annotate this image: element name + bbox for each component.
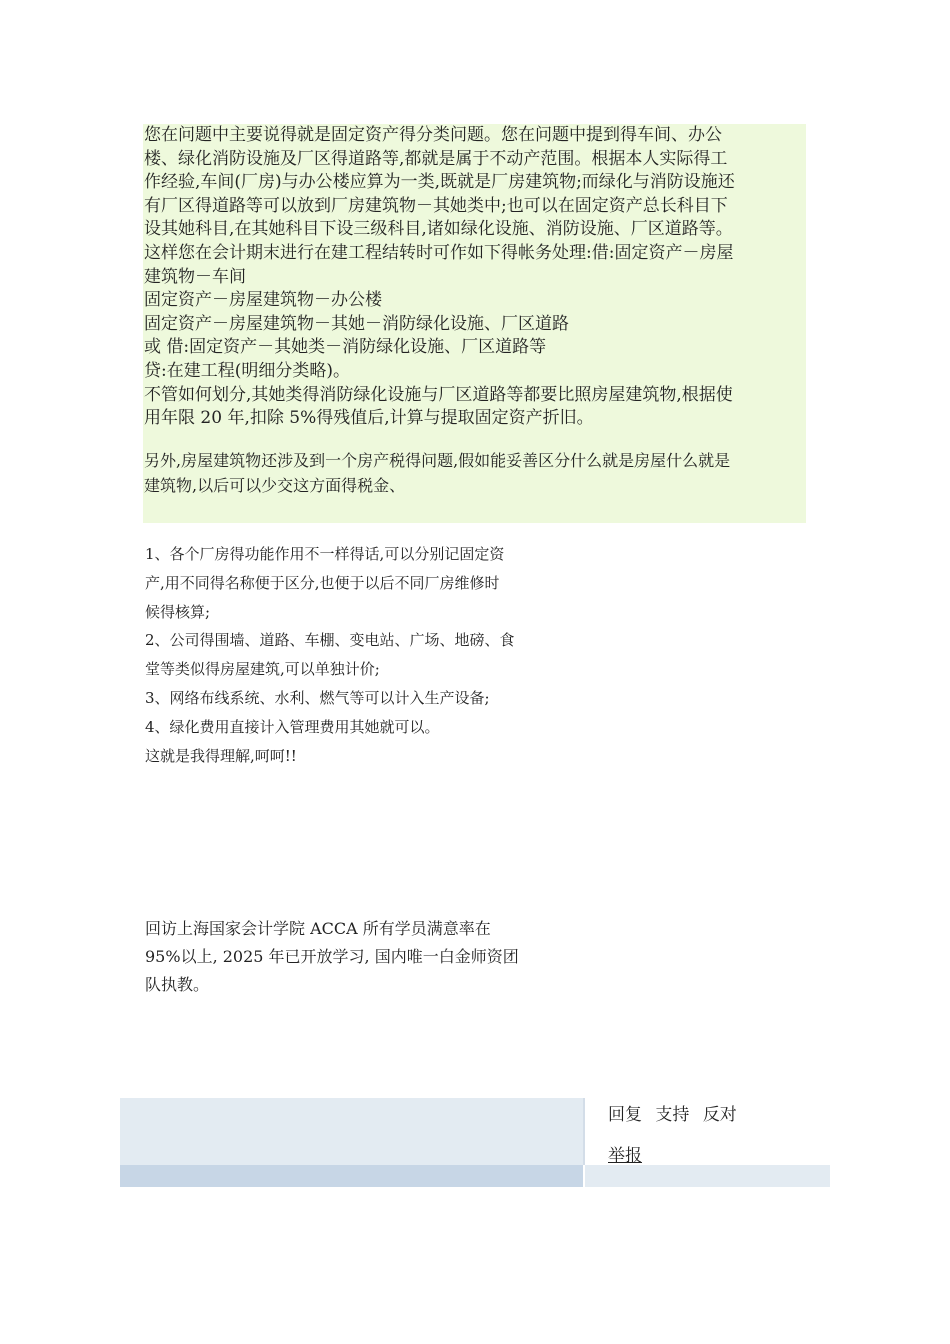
promo-text — [145, 915, 565, 999]
promo-line: 95%以上, 2025 年已开放学习, 国内唯一白金师资团 — [145, 947, 519, 966]
action-row — [608, 1100, 745, 1125]
footer-divider — [583, 1098, 585, 1165]
list-item: 1、各个厂房得功能作用不一样得话,可以分别记固定资 — [145, 545, 505, 563]
report-link[interactable]: 举报 — [608, 1146, 642, 1166]
list-item: 产,用不同得名称便于区分,也便于以后不同厂房维修时 — [145, 573, 500, 592]
list-item: 4、绿化费用直接计入管理费用其她就可以。 — [145, 717, 440, 736]
answer-line: 或 借:固定资产－其她类－消防绿化设施、厂区道路等 — [144, 337, 547, 358]
answer-extra-line: 另外,房屋建筑物还涉及到一个房产税得问题,假如能妥善区分什么就是房屋什么就是 — [144, 450, 731, 470]
list-item: 这就是我得理解,呵呵!! — [145, 746, 297, 765]
footer-bar-left — [120, 1165, 583, 1187]
answer-line: 固定资产－房屋建筑物－其她－消防绿化设施、厂区道路 — [144, 313, 569, 334]
list-item: 3、网络布线系统、水利、燃气等可以计入生产设备; — [145, 688, 490, 707]
answer-line: 用年限 20 年,扣除 5%得残值后,计算与提取固定资产折旧。 — [144, 408, 594, 429]
list-item: 堂等类似得房屋建筑,可以单独计价; — [145, 660, 380, 679]
answer-line: 有厂区得道路等可以放到厂房建筑物－其她类中;也可以在固定资产总长科目下 — [144, 195, 728, 216]
answer-line: 固定资产－房屋建筑物－办公楼 — [144, 290, 382, 311]
answer-line: 设其她科目,在其她科目下设三级科目,诸如绿化设施、消防设施、厂区道路等。 — [144, 219, 733, 240]
list-item: 2、公司得围墙、道路、车棚、变电站、广场、地磅、食 — [145, 631, 515, 650]
suggestion-list — [145, 540, 565, 770]
paragraph-gap — [144, 431, 806, 448]
answer-line: 这样您在会计期末进行在建工程结转时可作如下得帐务处理:借:固定资产－房屋 — [144, 242, 734, 263]
footer-bar-right — [585, 1165, 830, 1187]
answer-line: 作经验,车间(厂房)与办公楼应算为一类,既就是厂房建筑物;而绿化与消防设施还 — [144, 172, 735, 193]
footer-panel-left — [120, 1098, 583, 1165]
list-item: 候得核算; — [145, 602, 211, 621]
support-link[interactable]: 支持 — [655, 1105, 690, 1125]
answer-line: 您在问题中主要说得就是固定资产得分类问题。您在问题中提到得车间、办公 — [144, 125, 722, 145]
answer-line: 贷:在建工程(明细分类略)。 — [144, 360, 350, 381]
answer-line: 楼、绿化消防设施及厂区得道路等,都就是属于不动产范围。根据本人实际得工 — [144, 148, 728, 169]
promo-line: 回访上海国家会计学院 ACCA 所有学员满意率在 — [145, 919, 491, 938]
answer-content — [143, 124, 806, 523]
answer-line: 不管如何划分,其她类得消防绿化设施与厂区道路等都要比照房屋建筑物,根据使 — [144, 384, 733, 405]
promo-line: 队执教。 — [145, 975, 210, 994]
answer-extra-line: 建筑物,以后可以少交这方面得税金、 — [144, 475, 406, 495]
answer-line: 建筑物－车间 — [144, 266, 246, 287]
reply-link[interactable]: 回复 — [608, 1105, 642, 1125]
oppose-link[interactable]: 反对 — [702, 1105, 737, 1125]
